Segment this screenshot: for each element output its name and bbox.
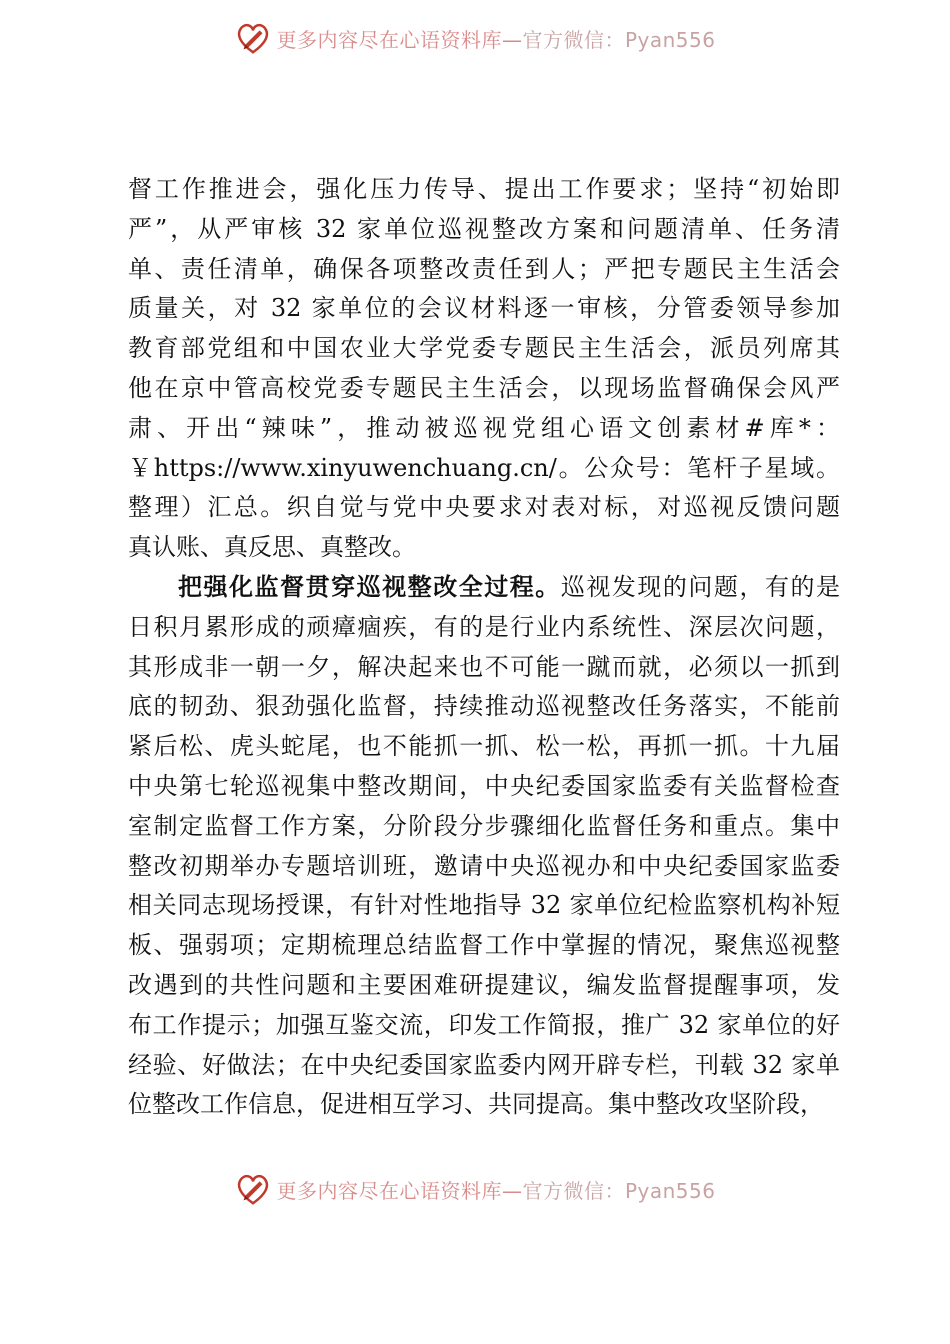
text-line: 中央第七轮巡视集中整改期间，中央纪委国家监委有关监督检查	[128, 771, 840, 800]
paragraph-first-line	[128, 568, 840, 608]
footer-banner-text	[276, 1175, 715, 1204]
text-line: 其形成非一朝一夕，解决起来也不可能一蹴而就，必须以一抓到	[128, 652, 840, 681]
text-line: ￥https://www.xinyuwenchuang.cn/。公众号：笔杆子星域。	[128, 453, 840, 482]
header-banner	[0, 16, 950, 60]
text-line: 板、强弱项；定期梳理总结监督工作中掌握的情况，聚焦巡视整	[128, 931, 840, 960]
header-banner-text	[276, 24, 715, 53]
text-line: 整理）汇总。织自觉与党中央要求对表对标，对巡视反馈问题	[128, 493, 840, 522]
text-line: 布工作提示；加强互鉴交流，印发工作简报，推广 32 家单位的好	[128, 1010, 840, 1039]
text-line: 他在京中管高校党委专题民主生活会，以现场监督确保会风严	[128, 373, 840, 402]
text-line: 真认账、真反思、真整改。	[128, 533, 416, 562]
text-line: 经验、好做法；在中央纪委国家监委内网开辟专栏，刊载 32 家单	[128, 1050, 840, 1079]
text-line: 紧后松、虎头蛇尾，也不能抓一抓、松一松，再抓一抓。十九届	[128, 732, 840, 761]
footer-banner	[0, 1167, 950, 1211]
footer-banner-wechat: 官方微信：Pyan556	[522, 1178, 716, 1203]
text-line: 整改初期举办专题培训班，邀请中央巡视办和中央纪委国家监委	[128, 851, 840, 880]
heart-pen-logo-icon	[234, 19, 272, 57]
text-line: 教育部党组和中国农业大学党委专题民主生活会，派员列席其	[128, 334, 840, 363]
header-banner-wechat: 官方微信：Pyan556	[522, 27, 716, 52]
header-banner-main: 更多内容尽在心语资料库—	[276, 27, 523, 52]
text-line: 改遇到的共性问题和主要困难研提建议，编发监督提醒事项，发	[128, 970, 840, 999]
text-line: 严”，从严审核 32 家单位巡视整改方案和问题清单、任务清	[128, 214, 840, 243]
text-line: 肃、开出“辣味”，推动被巡视党组心语文创素材#库*：	[128, 413, 840, 442]
text-line: 督工作推进会，强化压力传导、提出工作要求；坚持“初始即	[128, 175, 840, 203]
header-banner-inner	[234, 19, 715, 57]
text-line: 底的韧劲、狠劲强化监督，持续推动巡视整改任务落实，不能前	[128, 692, 840, 721]
footer-banner-inner	[234, 1170, 715, 1208]
text-line: 室制定监督工作方案，分阶段分步骤细化监督任务和重点。集中	[128, 811, 840, 840]
footer-banner-main: 更多内容尽在心语资料库—	[276, 1178, 523, 1203]
heart-pen-logo-icon	[234, 1170, 272, 1208]
text-line: 日积月累形成的顽瘴痼疾，有的是行业内系统性、深层次问题，	[128, 612, 840, 641]
text-line: 位整改工作信息，促进相互学习、共同提高。集中整改攻坚阶段，	[128, 1090, 824, 1119]
paragraph-heading: 把强化监督贯穿巡视整改全过程。	[178, 572, 561, 601]
text-line: 单、责任清单，确保各项整改责任到人；严把专题民主生活会	[128, 254, 840, 283]
paragraph-first-line-rest: 巡视发现的问题，有的是	[560, 572, 841, 601]
text-line: 质量关，对 32 家单位的会议材料逐一审核，分管委领导参加	[128, 294, 840, 323]
text-line: 相关同志现场授课，有针对性地指导 32 家单位纪检监察机构补短	[128, 891, 840, 920]
document-body	[128, 170, 840, 1125]
